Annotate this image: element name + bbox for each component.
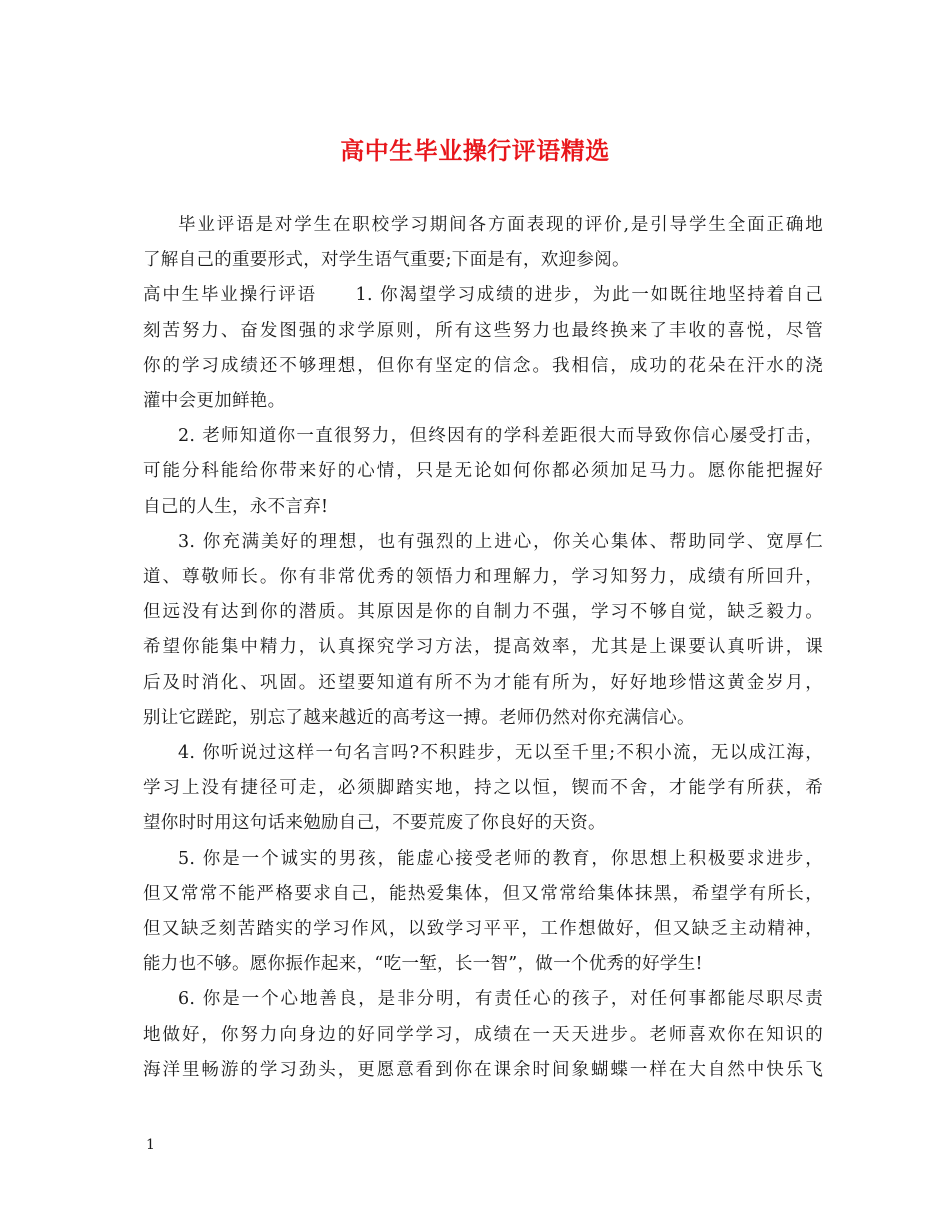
text-line: 能力也不够。愿你振作起来，“吃一堑，长一智”，做一个优秀的好学生! bbox=[143, 954, 703, 975]
text-line: 学习上没有捷径可走，必须脚踏实地，持之以恒，锲而不舍，才能学有所获，希 bbox=[143, 778, 823, 799]
text-line: 道、尊敬师长。你有非常优秀的领悟力和理解力，学习知努力，成绩有所回升， bbox=[143, 567, 823, 587]
text-line: 4. 你听说过这样一句名言吗?不积跬步，无以至千里;不积小流，无以成江海， bbox=[178, 743, 823, 763]
text-line: 希望你能集中精力，认真探究学习方法，提高效率，尤其是上课要认真听讲，课 bbox=[143, 637, 823, 658]
text-line: 了解自己的重要形式，对学生语气重要;下面是有，欢迎参阅。 bbox=[143, 250, 630, 271]
page-number: 1 bbox=[146, 1137, 155, 1153]
text-line: 灌中会更加鲜艳。 bbox=[143, 391, 286, 411]
text-line: 高中生毕业操行评语 1. 你渴望学习成绩的进步，为此一如既往地坚持着自己 bbox=[143, 285, 823, 306]
document-title: 高中生毕业操行评语精选 bbox=[340, 136, 610, 165]
text-line: 自己的人生，永不言弃! bbox=[143, 496, 329, 517]
text-line: 5. 你是一个诚实的男孩，能虚心接受老师的教育，你思想上积极要求进步， bbox=[178, 848, 823, 869]
text-line: 6. 你是一个心地善良，是非分明，有责任心的孩子，对任何事都能尽职尽责 bbox=[178, 989, 823, 1010]
text-line: 望你时时用这句话来勉励自己，不要荒废了你良好的天资。 bbox=[143, 813, 606, 834]
text-line: 后及时消化、巩固。还望要知道有所不为才能有所为，好好地珍惜这黄金岁月， bbox=[143, 672, 823, 693]
text-line: 3. 你充满美好的理想，也有强烈的上进心，你关心集体、帮助同学、宽厚仁 bbox=[178, 531, 823, 552]
text-line: 但远没有达到你的潜质。其原因是你的自制力不强，学习不够自觉，缺乏毅力。 bbox=[143, 602, 823, 623]
text-line: 可能分科能给你带来好的心情，只是无论如何你都必须加足马力。愿你能把握好 bbox=[143, 461, 823, 482]
text-line: 但又缺乏刻苦踏实的学习作风，以致学习平平，工作想做好，但又缺乏主动精神， bbox=[143, 919, 823, 939]
text-line: 毕业评语是对学生在职校学习期间各方面表现的评价,是引导学生全面正确地 bbox=[178, 215, 823, 235]
text-line: 你的学习成绩还不够理想，但你有坚定的信念。我相信，成功的花朵在汗水的浇 bbox=[143, 355, 823, 376]
text-line: 但又常常不能严格要求自己，能热爱集体，但又常常给集体抹黑，希望学有所长， bbox=[143, 883, 823, 904]
text-line: 2. 老师知道你一直很努力，但终因有的学科差距很大而导致你信心屡受打击， bbox=[178, 426, 823, 447]
text-line: 海洋里畅游的学习劲头，更愿意看到你在课余时间象蝴蝶一样在大自然中快乐飞 bbox=[143, 1059, 823, 1080]
text-line: 地做好，你努力向身边的好同学学习，成绩在一天天进步。老师喜欢你在知识的 bbox=[143, 1024, 823, 1045]
text-line: 别让它蹉跎，别忘了越来越近的高考这一搏。老师仍然对你充满信心。 bbox=[143, 707, 695, 728]
text-line: 刻苦努力、奋发图强的求学原则，所有这些努力也最终换来了丰收的喜悦，尽管 bbox=[143, 320, 823, 341]
